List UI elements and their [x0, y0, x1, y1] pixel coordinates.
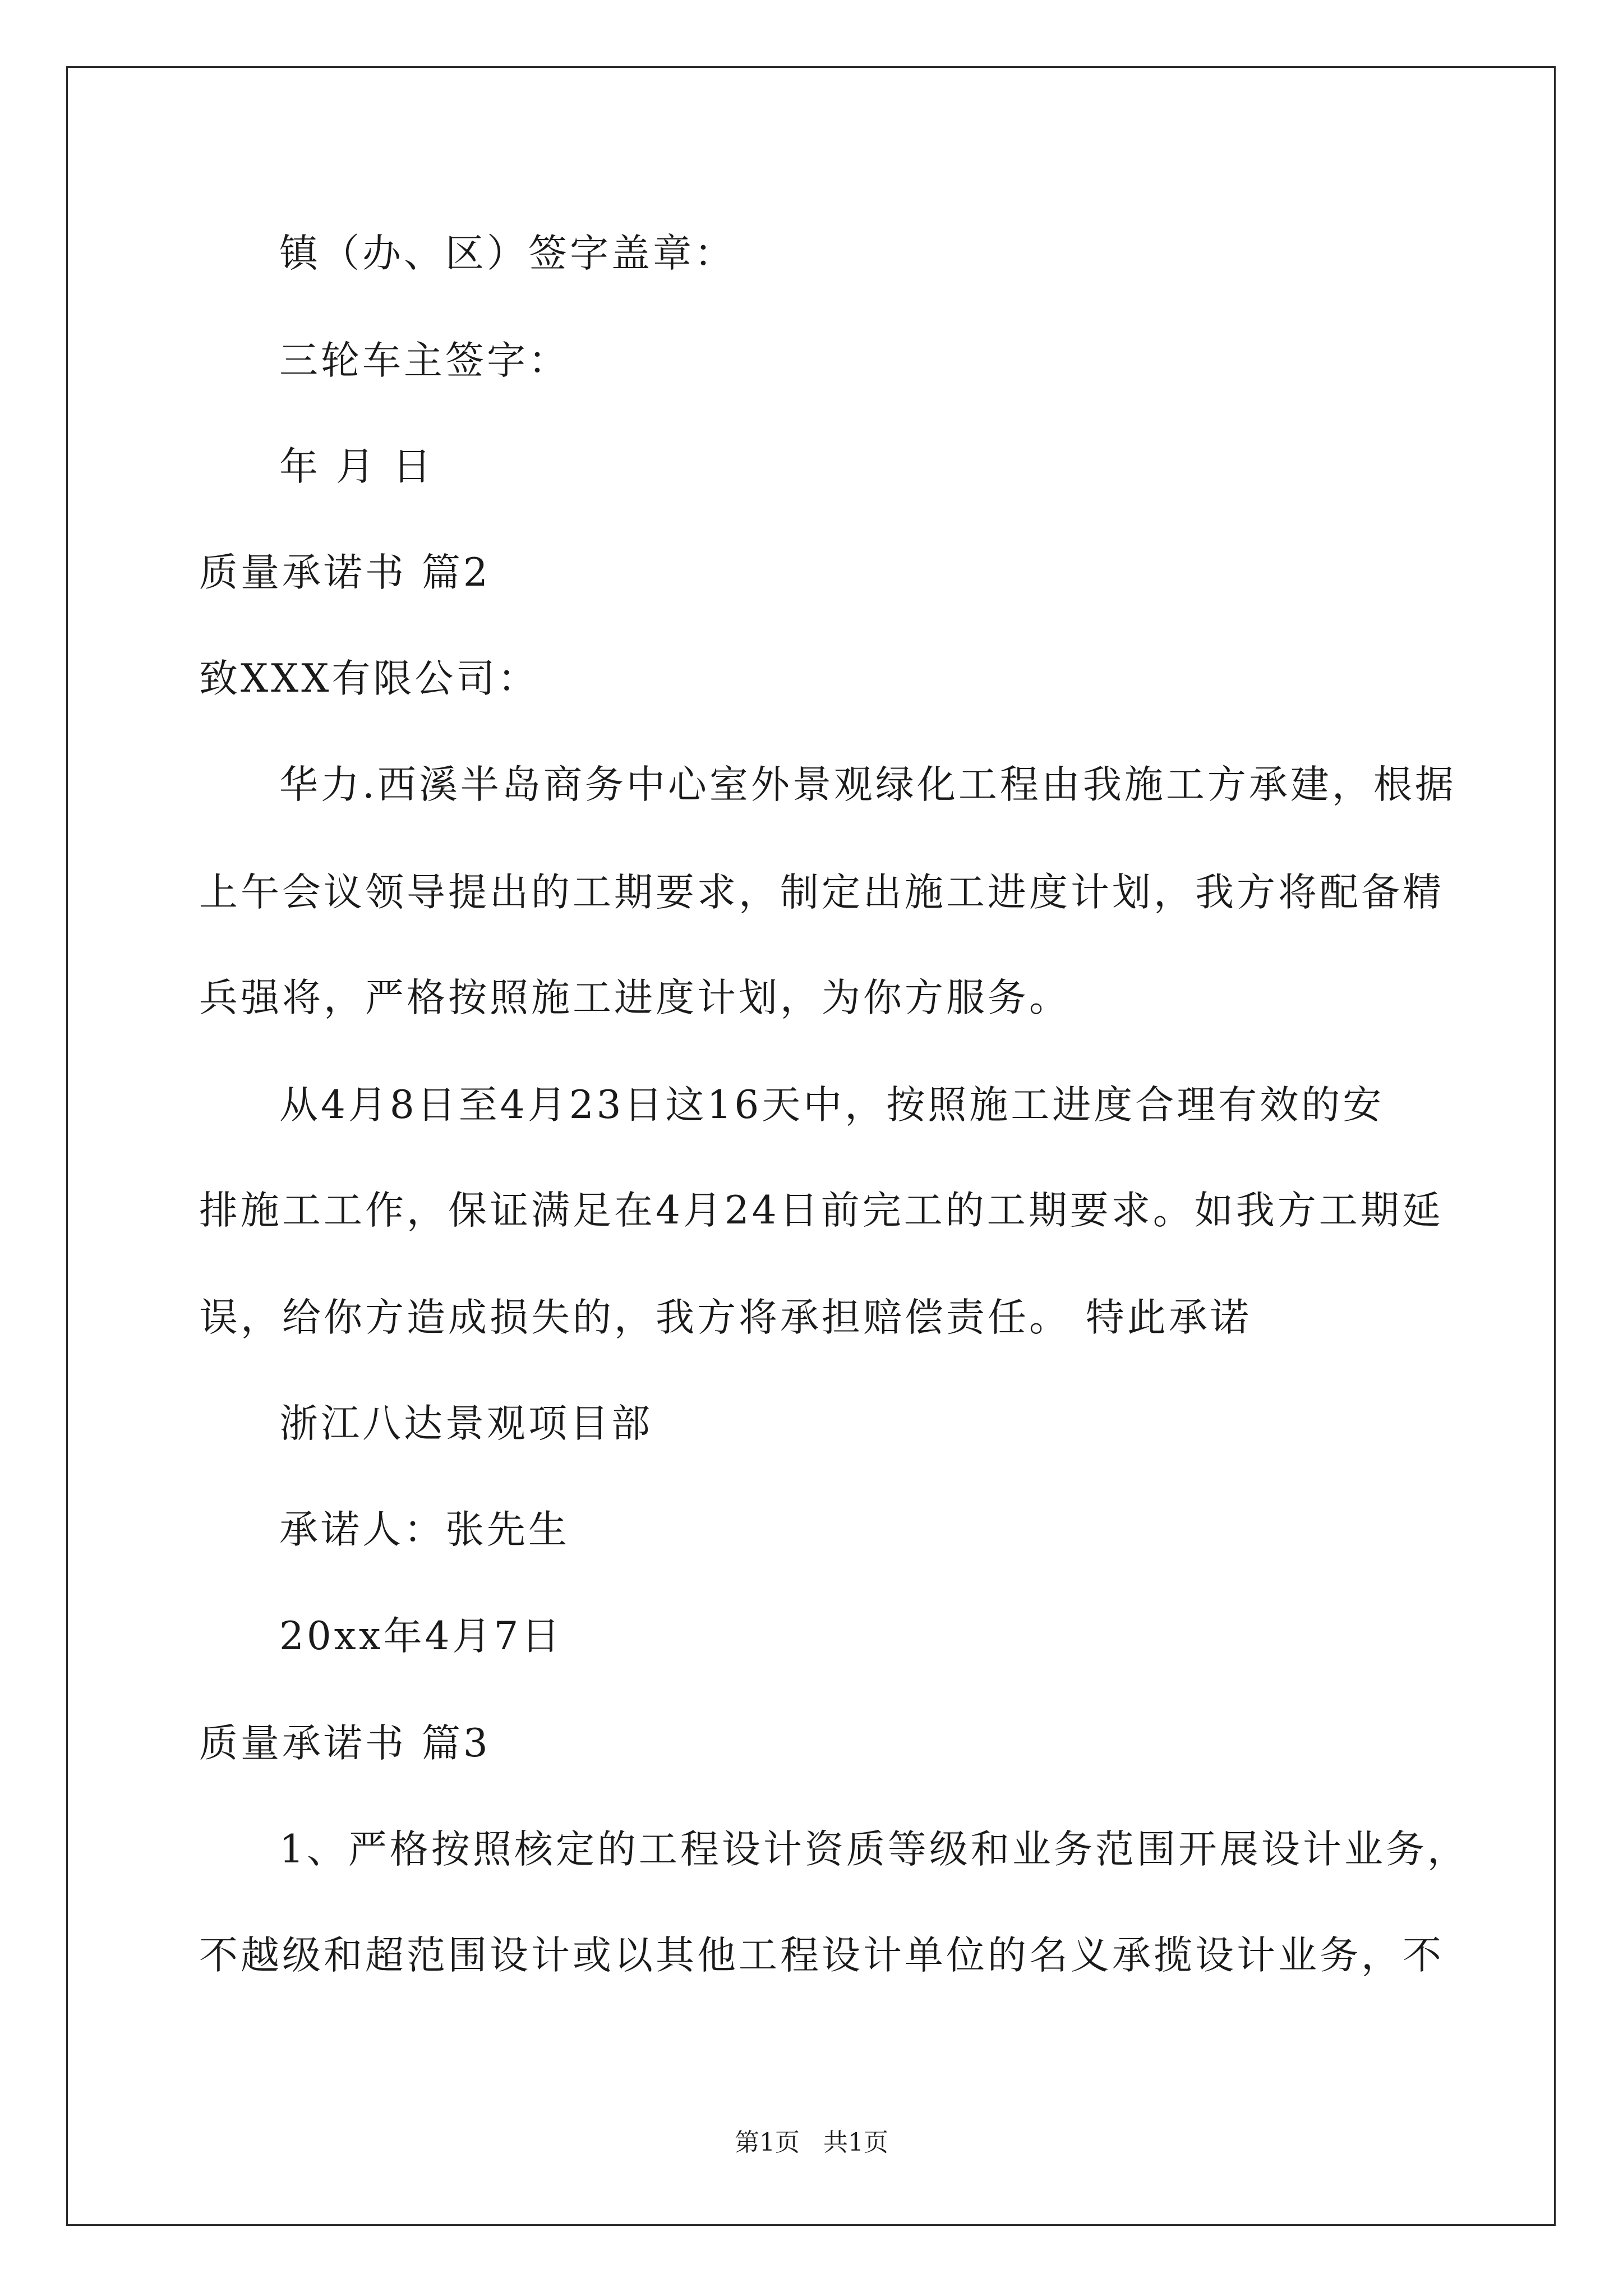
- promisor-line: 承诺人：张先生: [279, 1507, 570, 1552]
- salutation-line: 致XXX有限公司：: [199, 656, 540, 701]
- paragraph-3-line-1: 1、严格按照核定的工程设计资质等级和业务范围开展设计业务，: [279, 1827, 1469, 1872]
- owner-signature-line: 三轮车主签字：: [279, 338, 570, 383]
- paragraph-1-line-3: 兵强将，严格按照施工进度计划，为你方服务。: [199, 976, 1071, 1020]
- page-footer: 第1页 共1页: [735, 2128, 888, 2157]
- page-border: [66, 66, 1556, 2226]
- section-heading-2: 质量承诺书 篇2: [199, 550, 491, 595]
- date-line: 20xx年4月7日: [279, 1614, 563, 1659]
- paragraph-2-line-3: 误，给你方造成损失的，我方将承担赔偿责任。 特此承诺: [199, 1295, 1252, 1340]
- paragraph-2-line-1: 从4月8日至4月23日这16天中，按照施工进度合理有效的安: [279, 1083, 1385, 1128]
- paragraph-1-line-1: 华力.西溪半岛商务中心室外景观绿化工程由我施工方承建，根据: [279, 762, 1456, 807]
- paragraph-1-line-2: 上午会议领导提出的工期要求，制定出施工进度计划，我方将配备精: [199, 870, 1444, 915]
- project-department-line: 浙江八达景观项目部: [279, 1401, 653, 1446]
- paragraph-3-line-2: 不越级和超范围设计或以其他工程设计单位的名义承揽设计业务，不: [199, 1933, 1444, 1978]
- section-heading-3: 质量承诺书 篇3: [199, 1721, 491, 1766]
- date-placeholder-line: 年 月 日: [279, 444, 434, 489]
- signature-stamp-line: 镇（办、区）签字盖章：: [279, 231, 736, 276]
- paragraph-2-line-2: 排施工工作，保证满足在4月24日前完工的工期要求。如我方工期延: [199, 1188, 1444, 1233]
